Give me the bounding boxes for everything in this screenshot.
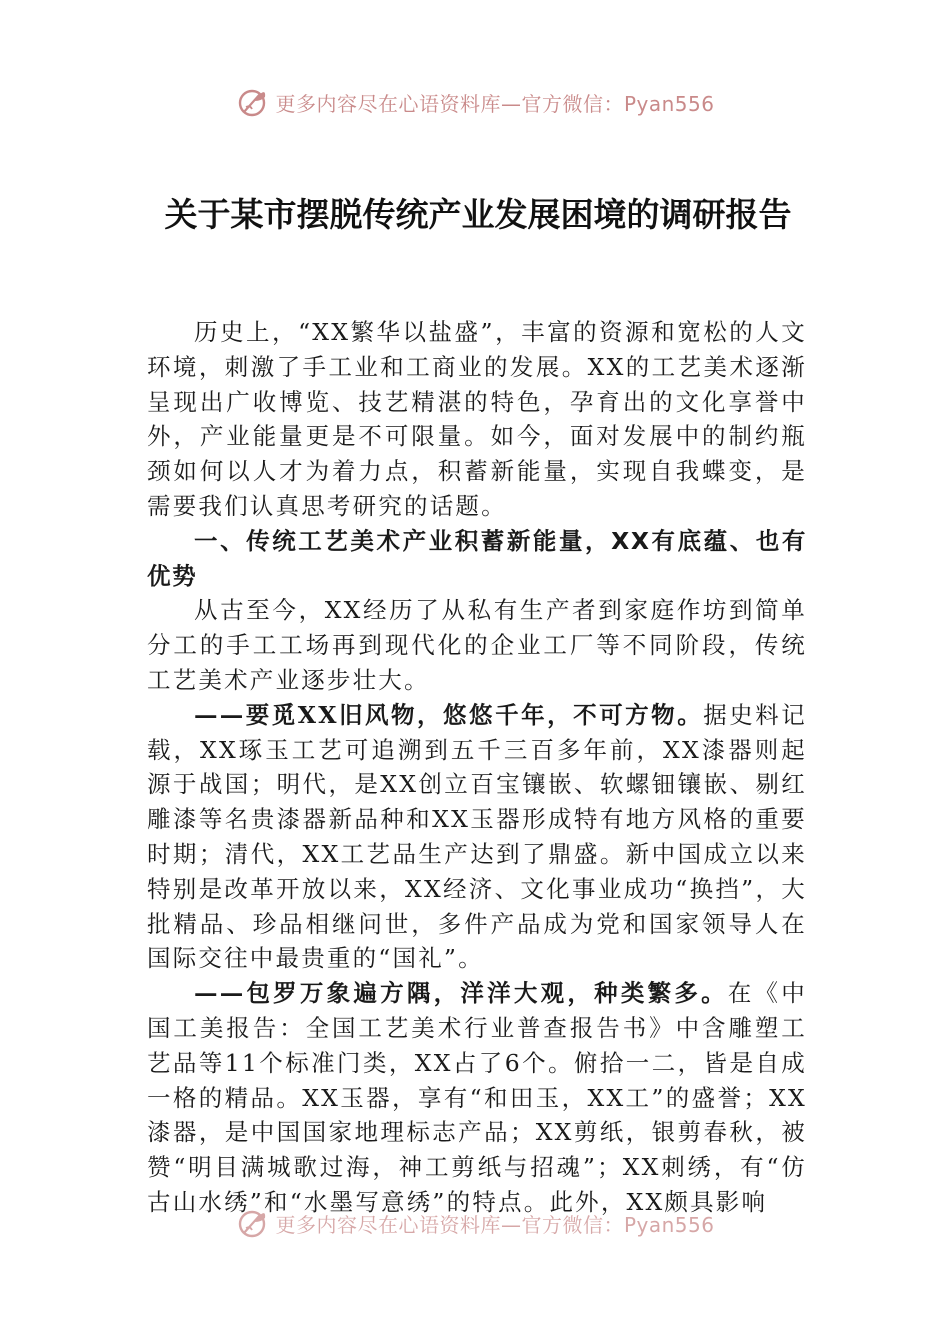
document-title: 关于某市摆脱传统产业发展困境的调研报告 <box>164 195 792 234</box>
watermark-text: 更多内容尽在心语资料库—官方微信：Pyan556 <box>275 91 715 116</box>
paragraph-heritage <box>147 698 807 976</box>
paragraph-history <box>147 593 807 697</box>
section-heading: 一、传统工艺美术产业积蓄新能量，XX有底蕴、也有优势 <box>147 526 807 590</box>
watermark-text: 更多内容尽在心语资料库—官方微信：Pyan556 <box>275 1212 715 1237</box>
paragraph-text: 从古至今，XX经历了从私有生产者到家庭作坊到简单分工的手工工场再到现代化的企业工厂等不同阶段，传统工艺美术产业逐步壮大。 <box>147 596 807 694</box>
quill-logo-icon <box>235 85 269 119</box>
paragraph-intro <box>147 315 807 524</box>
document-body <box>147 315 807 1220</box>
paragraph-text: 在《中国工美报告：全国工艺美术行业普查报告书》中含雕塑工艺品等11个标准门类，XX占了6个。俯拾一二，皆是自成一格的精品。XX玉器，享有“和田玉，XX工”的盛誉；XX漆器，是中国国家地理标志产品；XX剪纸，银剪春秋，被赞“明目满城歌过海，神工剪纸与招魂”；XX刺绣，有“仿古山水绣”和“水墨写意绣”的特点。此外，XX颇具影响 <box>147 979 807 1216</box>
paragraph-lead: ——要觅XX旧风物，悠悠千年，不可方物。 <box>194 700 704 729</box>
watermark-footer <box>0 1203 950 1243</box>
paragraph-text: 历史上，“XX繁华以盐盛”，丰富的资源和宽松的人文环境，刺激了手工业和工商业的发展。XX的工艺美术逐渐呈现出广收博览、技艺精湛的特色，孕育出的文化享誉中外，产业能量更是不可限量。如今，面对发展中的制约瓶颈如何以人才为着力点，积蓄新能量，实现自我蝶变，是需要我们认真思考研究的话题。 <box>147 318 807 520</box>
paragraph-lead: ——包罗万象遍方隅，洋洋大观，种类繁多。 <box>194 979 728 1008</box>
paragraph-variety <box>147 976 807 1220</box>
quill-logo-icon <box>235 1206 269 1240</box>
watermark-header <box>0 82 950 122</box>
paragraph-text: 据史料记载，XX琢玉工艺可追溯到五千三百多年前，XX漆器则起源于战国；明代，是XX创立百宝镶嵌、软螺钿镶嵌、剔红雕漆等名贵漆器新品种和XX玉器形成特有地方风格的重要时期；清代，XX工艺品生产达到了鼎盛。新中国成立以来特别是改革开放以来，XX经济、文化事业成功“换挡”，大批精品、珍品相继问世，多件产品成为党和国家领导人在国际交往中最贵重的“国礼”。 <box>147 700 807 973</box>
